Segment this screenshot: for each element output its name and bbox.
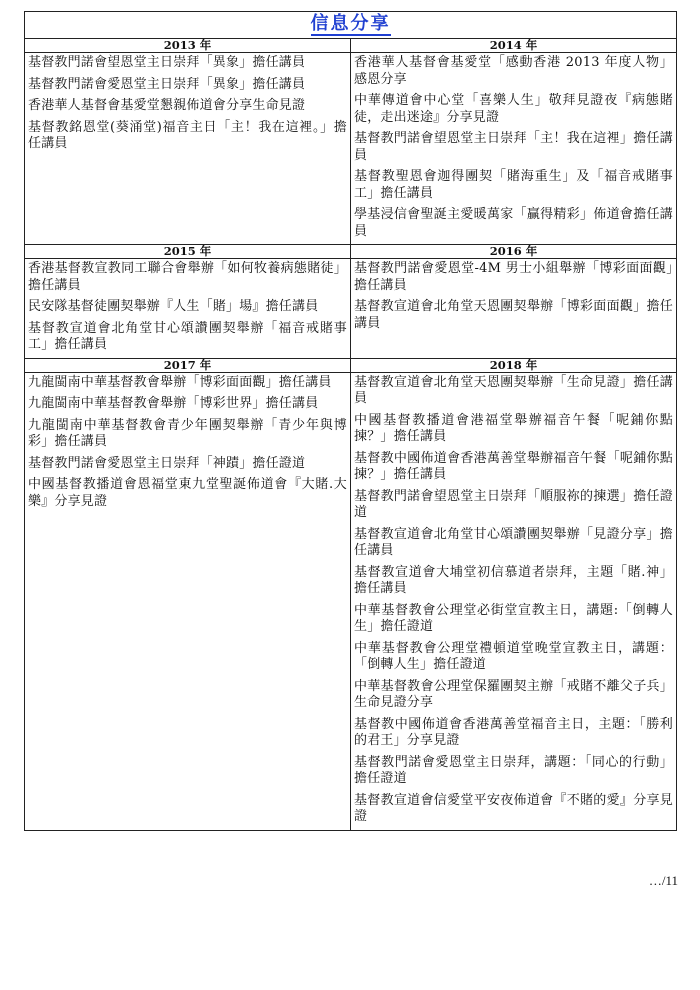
year-cell-2016 xyxy=(351,259,677,359)
year-cell-2014 xyxy=(351,53,677,245)
year-header-2014: 2014 年 xyxy=(351,39,677,53)
sharing-entry: 基督教門諾會望恩堂主日崇拜「主！我在這裡」擔任講員 xyxy=(354,131,673,163)
year-cell-2013 xyxy=(25,53,351,245)
year-header-2015: 2015 年 xyxy=(25,245,351,259)
sharing-entry: 基督教門諾會愛恩堂主日崇拜「神蹟」擔任證道 xyxy=(28,455,306,471)
sharing-entry: 香港華人基督會基愛堂懇親佈道會分享生命見證 xyxy=(28,98,306,113)
sharing-entry: 基督教門諾會望恩堂主日崇拜「異象」擔任講員 xyxy=(28,55,306,70)
year-header-2018: 2018 年 xyxy=(351,358,677,372)
year-cell-2015 xyxy=(25,259,351,359)
sharing-entry: 基督教聖恩會迦得團契「賭海重生」及「福音戒賭事工」擔任講員 xyxy=(354,169,673,201)
page-number: …/11 xyxy=(648,873,678,888)
sharing-entry: 基督教宣道會北角堂天恩團契舉辦「生命見證」擔任講員 xyxy=(354,374,673,406)
sharing-entry: 基督教宣道會大埔堂初信慕道者崇拜，主題「賭.神」擔任講員 xyxy=(354,564,673,596)
sharing-entry: 中華基督教會公理堂禮頓道堂晚堂宣教主日，講題：「倒轉人生」擔任證道 xyxy=(354,640,673,672)
info-sharing-table xyxy=(24,11,677,831)
sharing-entry: 香港華人基督會基愛堂「感動香港 2013 年度人物」感恩分享 xyxy=(354,55,673,87)
title-cell xyxy=(25,12,677,39)
sharing-entry: 學基浸信會聖誕主愛暖萬家「贏得精彩」佈道會擔任講員 xyxy=(354,207,673,239)
sharing-entry: 九龍閩南中華基督教會青少年團契舉辦「青少年與博彩」擔任講員 xyxy=(28,417,347,449)
sharing-entry: 中華傳道會中心堂「喜樂人生」敬拜見證夜『病態賭徒，走出迷途』分享見證 xyxy=(354,93,673,125)
year-header-2017: 2017 年 xyxy=(25,358,351,372)
sharing-entry: 中華基督教會公理堂必街堂宣教主日，講題:「倒轉人生」擔任證道 xyxy=(354,602,673,634)
sharing-entry: 基督教宣道會北角堂甘心頌讚團契舉辦「福音戒賭事工」擔任講員 xyxy=(28,320,347,352)
sharing-entry: 基督教門諾會愛恩堂主日崇拜「異象」擔任講員 xyxy=(28,76,306,92)
year-header-2013: 2013 年 xyxy=(25,39,351,53)
sharing-entry: 基督教宣道會北角堂天恩團契舉辦「博彩面面觀」擔任講員 xyxy=(354,299,673,331)
sharing-entry: 中國基督教播道會港福堂舉辦福音午餐「呢鋪你點揀？」擔任講員 xyxy=(354,412,673,444)
sharing-entry: 香港基督教宣教同工聯合會舉辦「如何牧養病態賭徒」擔任講員 xyxy=(28,261,347,293)
sharing-entry: 九龍閩南中華基督教會舉辦「博彩世界」擔任講員 xyxy=(28,396,319,411)
sharing-entry: 中華基督教會公理堂保羅團契主辦「戒賭不離父子兵」生命見證分享 xyxy=(354,678,673,710)
sharing-entry: 基督教門諾會望恩堂主日崇拜「順服祢的揀選」擔任證道 xyxy=(354,488,673,520)
year-cell-2017 xyxy=(25,372,351,830)
sharing-entry: 中國基督教播道會恩福堂東九堂聖誕佈道會『大賭.大樂』分享見證 xyxy=(28,477,347,509)
year-header-2016: 2016 年 xyxy=(351,245,677,259)
sharing-entry: 民安隊基督徒團契舉辦『人生「賭」場』擔任講員 xyxy=(28,299,319,314)
sharing-entry: 九龍閩南中華基督教會舉辦「博彩面面觀」擔任講員 xyxy=(28,374,332,390)
sharing-entry: 基督教門諾會愛恩堂-4M 男士小組舉辦「博彩面面觀」擔任講員 xyxy=(354,261,673,293)
sharing-entry: 基督教中國佈道會香港萬善堂福音主日，主題：「勝利的君王」分享見證 xyxy=(354,716,673,748)
sharing-entry: 基督教宣道會北角堂甘心頌讚團契舉辦「見證分享」擔任講員 xyxy=(354,526,673,558)
sharing-entry: 基督教中國佈道會香港萬善堂舉辦福音午餐「呢鋪你點揀？」擔任講員 xyxy=(354,450,673,482)
year-cell-2018 xyxy=(351,372,677,830)
page-title: 信息分享 xyxy=(310,13,391,34)
sharing-entry: 基督教門諾會愛恩堂主日崇拜，講題：「同心的行動」擔任證道 xyxy=(354,754,673,786)
sharing-entry: 基督教銘恩堂(葵涌堂)福音主日「主！我在這裡。」擔任講員 xyxy=(28,119,347,151)
sharing-entry: 基督教宣道會信愛堂平安夜佈道會『不賭的愛』分享見證 xyxy=(354,792,673,824)
